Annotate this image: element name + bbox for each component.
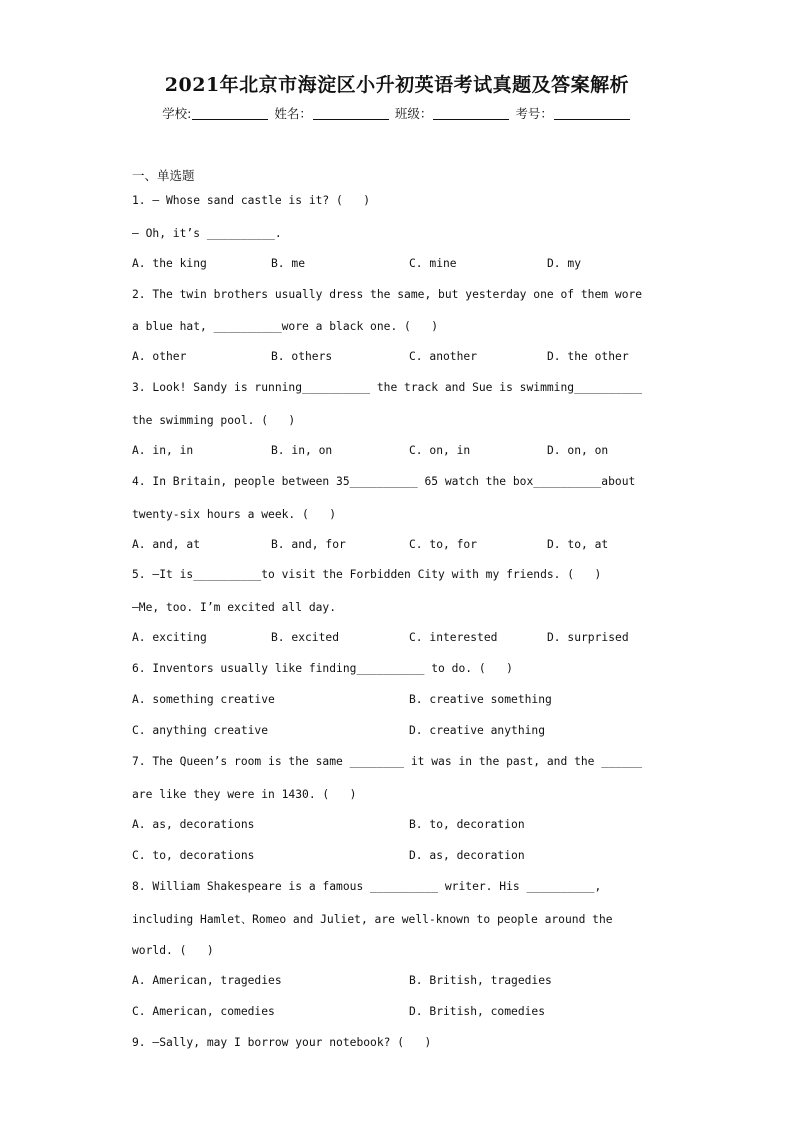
question-3-line-1: 3. Look! Sandy is running__________ the track and Sue is swimming__________ [132, 381, 643, 394]
name-label: 姓名： [274, 106, 312, 121]
class-label: 班级： [394, 106, 433, 121]
exam-number-blank[interactable] [554, 107, 630, 120]
question-5-option-b[interactable]: B. excited [271, 631, 340, 644]
question-7-option-c[interactable]: C. to, decorations [132, 849, 255, 862]
question-8-line-2: including Hamlet、Romeo and Juliet, are well-known to people around the [132, 913, 613, 926]
question-4-line-2: twenty-six hours a week. ( ) [132, 508, 337, 521]
question-5-option-a[interactable]: A. exciting [132, 631, 207, 644]
question-6-option-a[interactable]: A. something creative [132, 693, 275, 706]
question-3-line-2: the swimming pool. ( ) [132, 414, 296, 427]
question-5-line-1: 5. —It is__________to visit the Forbidden City with my friends. ( ) [132, 568, 602, 581]
question-7-line-2: are like they were in 1430. ( ) [132, 788, 357, 801]
name-blank[interactable] [313, 107, 389, 120]
question-4-line-1: 4. In Britain, people between 35__________ 65 watch the box__________about [132, 475, 636, 488]
question-4-option-d[interactable]: D. to, at [547, 538, 609, 551]
class-blank[interactable] [433, 107, 509, 120]
question-4-option-a[interactable]: A. and, at [132, 538, 201, 551]
question-6-option-c[interactable]: C. anything creative [132, 724, 269, 737]
section-title: 一、单选题 [132, 168, 195, 183]
question-6-line-1: 6. Inventors usually like finding__________ to do. ( ) [132, 662, 513, 675]
question-7-line-1: 7. The Queen’s room is the same ________ it was in the past, and the ______ [132, 755, 643, 768]
question-3-option-c[interactable]: C. on, in [409, 444, 471, 457]
question-1-option-c[interactable]: C. mine [409, 257, 457, 270]
question-2-option-a[interactable]: A. other [132, 350, 187, 363]
question-1-line-2: — Oh, it’s __________. [132, 227, 282, 240]
question-3-option-a[interactable]: A. in, in [132, 444, 194, 457]
question-8-line-1: 8. William Shakespeare is a famous __________ writer. His __________, [132, 880, 602, 893]
question-3-option-d[interactable]: D. on, on [547, 444, 609, 457]
question-2-option-d[interactable]: D. the other [547, 350, 629, 363]
question-9-line-1: 9. —Sally, may I borrow your notebook? ( ) [132, 1036, 432, 1049]
question-5-option-d[interactable]: D. surprised [547, 631, 629, 644]
question-1-option-d[interactable]: D. my [547, 257, 582, 270]
question-2-option-c[interactable]: C. another [409, 350, 478, 363]
question-7-option-b[interactable]: B. to, decoration [409, 818, 525, 831]
question-7-option-a[interactable]: A. as, decorations [132, 818, 255, 831]
question-1-line-1: 1. — Whose sand castle is it? ( ) [132, 194, 371, 207]
question-4-option-c[interactable]: C. to, for [409, 538, 478, 551]
question-6-option-d[interactable]: D. creative anything [409, 724, 546, 737]
school-label: 学校: [162, 106, 192, 121]
question-8-line-3: world. ( ) [132, 944, 214, 957]
question-7-option-d[interactable]: D. as, decoration [409, 849, 525, 862]
question-2-option-b[interactable]: B. others [271, 350, 333, 363]
question-6-option-b[interactable]: B. creative something [409, 693, 552, 706]
question-8-option-c[interactable]: C. American, comedies [132, 1005, 275, 1018]
school-blank[interactable] [192, 107, 268, 120]
page-title: 2021年北京市海淀区小升初英语考试真题及答案解析 [164, 74, 630, 96]
question-1-option-a[interactable]: A. the king [132, 257, 207, 270]
student-info-line [0, 104, 794, 122]
question-3-option-b[interactable]: B. in, on [271, 444, 333, 457]
question-5-option-c[interactable]: C. interested [409, 631, 498, 644]
question-1-option-b[interactable]: B. me [271, 257, 306, 270]
question-4-option-b[interactable]: B. and, for [271, 538, 346, 551]
exam-number-label: 考号： [515, 106, 553, 121]
question-2-line-2: a blue hat, __________wore a black one. ( ) [132, 320, 439, 333]
question-2-line-1: 2. The twin brothers usually dress the same, but yesterday one of them wore [132, 288, 643, 301]
question-8-option-b[interactable]: B. British, tragedies [409, 974, 552, 987]
question-8-option-a[interactable]: A. American, tragedies [132, 974, 282, 987]
question-5-line-2: —Me, too. I’m excited all day. [132, 601, 337, 614]
question-8-option-d[interactable]: D. British, comedies [409, 1005, 546, 1018]
